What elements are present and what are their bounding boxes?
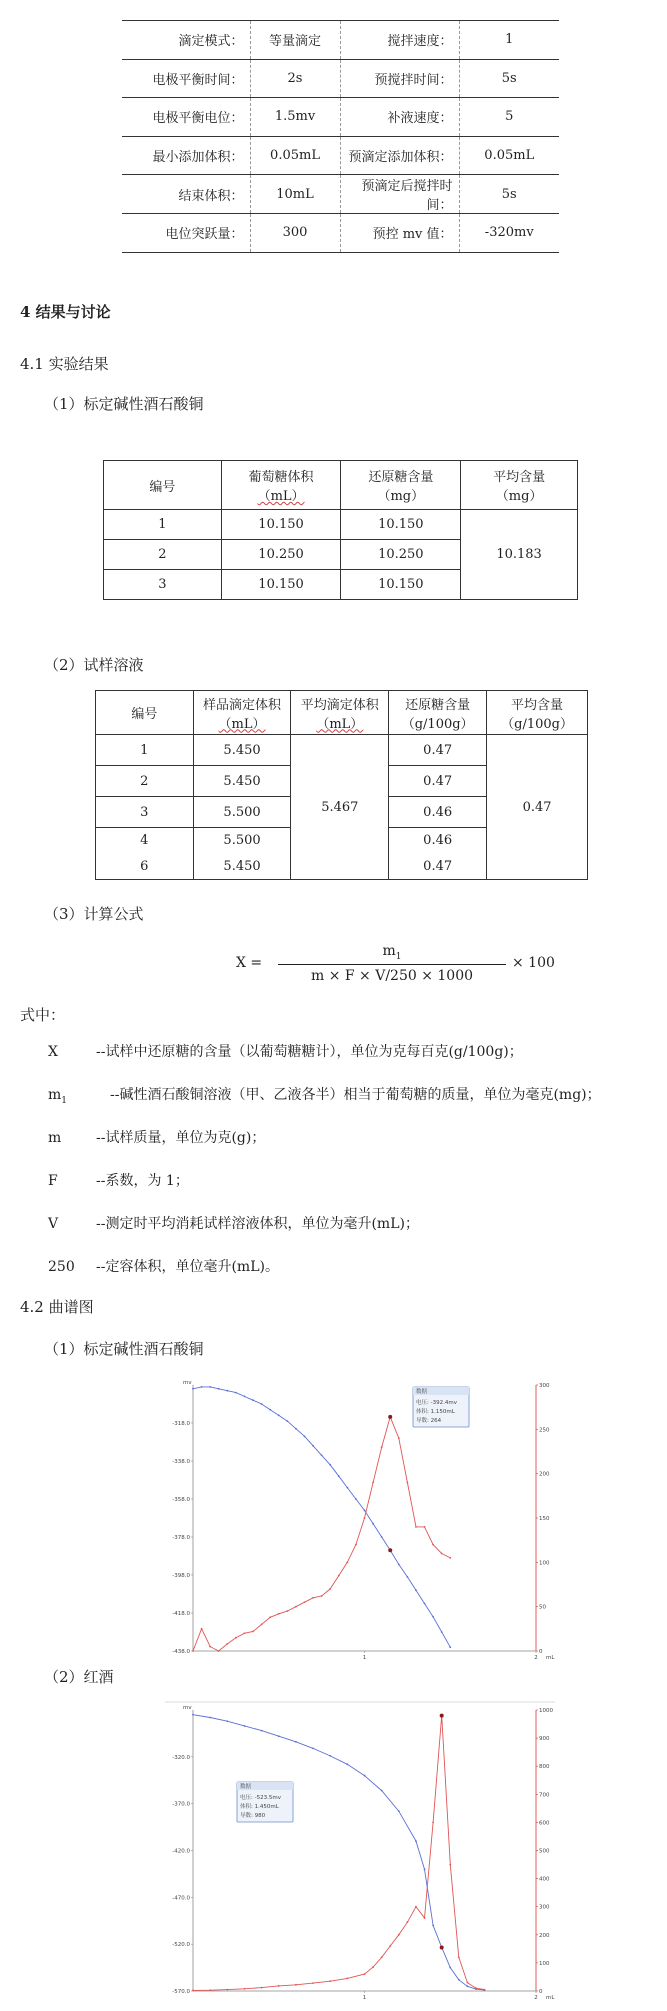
derivative-point bbox=[398, 1934, 400, 1936]
derivative-point bbox=[406, 1482, 408, 1484]
header-sample-volume: 样品滴定体积 （mL） bbox=[193, 691, 291, 735]
param-value: 2s bbox=[250, 59, 340, 98]
right-tick-label: 300 bbox=[539, 1904, 550, 1911]
param-label: 电极平衡电位： bbox=[122, 98, 250, 137]
definition-text: --碱性酒石酸铜溶液（甲、乙液各半）相当于葡萄糖的质量，单位为毫克(mg)； bbox=[110, 1087, 601, 1103]
table-cell: 4 bbox=[96, 828, 194, 854]
param-value: 10mL bbox=[250, 175, 340, 214]
table-cell: 0.47 bbox=[389, 735, 487, 766]
calibration-table bbox=[103, 460, 578, 600]
x-tick-label: 2 bbox=[534, 1655, 538, 1661]
left-tick-label: -318.0 bbox=[172, 1421, 190, 1427]
derivative-point bbox=[244, 1988, 246, 1990]
potential-point bbox=[278, 1735, 280, 1737]
right-tick-label: 100 bbox=[539, 1960, 550, 1967]
definition-row bbox=[48, 1256, 279, 1276]
potential-point bbox=[312, 1445, 314, 1447]
table-cell: 2 bbox=[104, 540, 222, 570]
derivative-point bbox=[424, 1526, 426, 1528]
tooltip-derivative: 导数: 980 bbox=[240, 1813, 266, 1819]
tooltip-voltage: 电压: -523.5mv bbox=[240, 1795, 281, 1801]
definition-symbol: 250 bbox=[48, 1259, 75, 1275]
potential-point bbox=[261, 1403, 263, 1405]
left-tick-label: -470.0 bbox=[172, 1895, 190, 1902]
potential-point bbox=[244, 1396, 246, 1398]
derivative-point bbox=[329, 1588, 331, 1590]
left-tick-label: -338.0 bbox=[172, 1459, 190, 1465]
potential-point bbox=[372, 1523, 374, 1525]
derivative-point bbox=[475, 1987, 477, 1989]
derivative-point bbox=[312, 1597, 314, 1599]
potential-point bbox=[192, 1714, 194, 1716]
where-label: 式中： bbox=[20, 1006, 66, 1024]
potential-point bbox=[424, 1868, 426, 1870]
highlight-point bbox=[440, 1945, 444, 1949]
derivative-point bbox=[338, 1575, 340, 1577]
left-axis-unit: mv bbox=[183, 1705, 192, 1711]
header-reducing-sugar: 还原糖含量 （mg） bbox=[341, 461, 461, 510]
derivative-point bbox=[398, 1437, 400, 1439]
potential-point bbox=[364, 1510, 366, 1512]
table-cell: 0.46 bbox=[389, 797, 487, 828]
right-tick-label: 800 bbox=[539, 1764, 550, 1771]
formula-denominator: m × F × V/250 × 1000 bbox=[310, 967, 474, 984]
x-tick-label: 1 bbox=[362, 1995, 367, 2001]
left-tick-label: -420.0 bbox=[172, 1848, 190, 1855]
definition-text: --定容体积，单位毫升(mL)。 bbox=[96, 1259, 279, 1275]
table-cell: 10.150 bbox=[221, 570, 341, 600]
potential-point bbox=[415, 1840, 417, 1842]
right-tick-label: 500 bbox=[539, 1848, 550, 1855]
potential-point bbox=[252, 1399, 254, 1401]
right-tick-label: 100 bbox=[539, 1560, 550, 1567]
sample-table bbox=[95, 690, 588, 880]
table-cell: 10.150 bbox=[221, 510, 341, 540]
potential-point bbox=[338, 1475, 340, 1477]
table-cell: 5.450 bbox=[193, 766, 291, 797]
derivative-point bbox=[381, 1446, 383, 1448]
derivative-point bbox=[278, 1985, 280, 1987]
param-label: 电极平衡时间： bbox=[122, 59, 250, 98]
potential-point bbox=[269, 1409, 271, 1411]
param-value: 300 bbox=[250, 214, 340, 253]
derivative-point bbox=[441, 1553, 443, 1555]
table-cell: 3 bbox=[104, 570, 222, 600]
x-axis-unit: mL bbox=[546, 1995, 555, 2001]
param-value: 5s bbox=[459, 59, 559, 98]
potential-point bbox=[355, 1498, 357, 1500]
param-label: 最小添加体积： bbox=[122, 136, 250, 175]
definition-text: --测定时平均消耗试样溶液体积，单位为毫升(mL)； bbox=[96, 1216, 419, 1232]
derivative-series-line bbox=[193, 1417, 450, 1651]
definition-symbol: F bbox=[48, 1173, 58, 1189]
right-tick-label: 300 bbox=[539, 1383, 550, 1389]
formula-tail: × 100 bbox=[512, 955, 555, 971]
definition-symbol: $m_1$ bbox=[48, 1087, 68, 1106]
left-tick-label: -570.0 bbox=[172, 1989, 190, 1995]
item-1-title: （1）标定碱性酒石酸铜 bbox=[44, 395, 204, 413]
derivative-point bbox=[449, 1864, 451, 1866]
header-average: 平均含量 （mg） bbox=[461, 461, 578, 510]
potential-point bbox=[449, 1967, 451, 1969]
derivative-point bbox=[346, 1977, 348, 1979]
table-cell: 1 bbox=[96, 735, 194, 766]
potential-point bbox=[261, 1730, 263, 1732]
param-value: 0.05mL bbox=[250, 136, 340, 175]
param-value: 0.05mL bbox=[459, 136, 559, 175]
potential-point bbox=[226, 1390, 228, 1392]
derivative-point bbox=[226, 1989, 228, 1991]
formula-fraction bbox=[278, 943, 506, 984]
params-row bbox=[122, 214, 559, 253]
table-cell: 10.150 bbox=[341, 570, 461, 600]
potential-series-line bbox=[193, 1387, 450, 1647]
titration-chart-red-wine bbox=[165, 1700, 560, 2005]
right-tick-label: 150 bbox=[539, 1516, 550, 1522]
potential-point bbox=[286, 1420, 288, 1422]
derivative-point bbox=[321, 1595, 323, 1597]
definition-text: --试样质量，单位为克(g)； bbox=[96, 1130, 266, 1146]
derivative-point bbox=[432, 1822, 434, 1824]
definition-symbol: V bbox=[48, 1216, 59, 1232]
average-cell: 10.183 bbox=[461, 510, 578, 600]
left-tick-label: -320.0 bbox=[172, 1754, 190, 1761]
potential-point bbox=[432, 1925, 434, 1927]
param-label-text: 预控 mv 值： bbox=[372, 227, 453, 243]
potential-point bbox=[441, 1631, 443, 1633]
average-volume-cell: 5.467 bbox=[291, 735, 389, 880]
potential-point bbox=[209, 1717, 211, 1719]
chart-1-title: （1）标定碱性酒石酸铜 bbox=[44, 1340, 204, 1358]
param-label: 预滴定后搅拌时间： bbox=[340, 175, 459, 214]
highlight-point bbox=[388, 1415, 392, 1419]
param-value: 5 bbox=[459, 98, 559, 137]
derivative-point bbox=[484, 1989, 486, 1991]
left-tick-label: -398.0 bbox=[172, 1573, 190, 1579]
left-axis-unit: mv bbox=[183, 1380, 192, 1386]
params-table bbox=[122, 20, 559, 253]
derivative-point bbox=[209, 1989, 211, 1991]
right-tick-label: 600 bbox=[539, 1820, 550, 1827]
param-label: 补液速度： bbox=[340, 98, 459, 137]
derivative-point bbox=[406, 1921, 408, 1923]
param-value: 1 bbox=[459, 21, 559, 60]
header-glucose-volume: 葡萄糖体积 （mL） bbox=[221, 461, 341, 510]
right-tick-label: 200 bbox=[539, 1471, 550, 1478]
table-cell: 5.450 bbox=[193, 854, 291, 880]
derivative-point bbox=[235, 1637, 237, 1639]
derivative-point bbox=[261, 1987, 263, 1989]
highlight-point bbox=[388, 1548, 392, 1552]
derivative-point bbox=[364, 1517, 366, 1519]
params-row bbox=[122, 175, 559, 214]
formula-numerator: $m_1$ bbox=[278, 943, 506, 965]
potential-point bbox=[364, 1775, 366, 1777]
left-tick-label: -418.0 bbox=[172, 1611, 190, 1617]
definition-row bbox=[48, 1041, 523, 1061]
derivative-point bbox=[269, 1616, 271, 1618]
params-row bbox=[122, 98, 559, 137]
param-value: 5s bbox=[459, 175, 559, 214]
derivative-point bbox=[467, 1982, 469, 1984]
derivative-point bbox=[244, 1632, 246, 1634]
x-tick-label: 2 bbox=[534, 1995, 538, 2001]
potential-point bbox=[346, 1763, 348, 1765]
params-row bbox=[122, 136, 559, 175]
definition-text: --系数，为 1； bbox=[96, 1173, 189, 1189]
item-3-title: （3）计算公式 bbox=[44, 905, 144, 923]
potential-point bbox=[218, 1388, 220, 1390]
potential-point bbox=[381, 1536, 383, 1538]
param-label: 预搅拌时间： bbox=[340, 59, 459, 98]
derivative-point bbox=[389, 1945, 391, 1947]
definition-row bbox=[48, 1084, 601, 1106]
table-cell: 1 bbox=[104, 510, 222, 540]
params-row bbox=[122, 21, 559, 60]
derivative-point bbox=[278, 1613, 280, 1615]
header-average-volume: 平均滴定体积 （mL） bbox=[291, 691, 389, 735]
tooltip-derivative: 导数: 264 bbox=[416, 1418, 442, 1424]
tooltip-title: 数据 bbox=[240, 1784, 252, 1790]
param-label: 预滴定添加体积： bbox=[340, 136, 459, 175]
derivative-point bbox=[449, 1557, 451, 1559]
table-cell: 5.500 bbox=[193, 797, 291, 828]
average-cell: 0.47 bbox=[487, 735, 588, 880]
param-label: 滴定模式： bbox=[122, 21, 250, 60]
potential-point bbox=[467, 1985, 469, 1987]
param-label: 搅拌速度： bbox=[340, 21, 459, 60]
definition-symbol: m bbox=[48, 1130, 62, 1146]
right-tick-label: 1000 bbox=[539, 1708, 553, 1714]
potential-point bbox=[329, 1755, 331, 1757]
derivative-point bbox=[286, 1610, 288, 1612]
potential-point bbox=[406, 1576, 408, 1578]
potential-point bbox=[424, 1603, 426, 1605]
derivative-point bbox=[372, 1966, 374, 1968]
table-cell: 0.47 bbox=[389, 854, 487, 880]
table-cell: 2 bbox=[96, 766, 194, 797]
right-tick-label: 50 bbox=[539, 1604, 546, 1611]
potential-point bbox=[312, 1748, 314, 1750]
right-tick-label: 250 bbox=[539, 1427, 550, 1434]
left-tick-label: -358.0 bbox=[172, 1497, 190, 1503]
left-tick-label: -370.0 bbox=[172, 1801, 190, 1808]
potential-point bbox=[346, 1487, 348, 1489]
formula-lhs: X = bbox=[236, 955, 263, 971]
potential-point bbox=[398, 1810, 400, 1812]
potential-point bbox=[192, 1388, 194, 1390]
param-label: 电位突跃量： bbox=[122, 214, 250, 253]
left-tick-label: -378.0 bbox=[172, 1535, 190, 1541]
derivative-point bbox=[458, 1956, 460, 1958]
potential-point bbox=[226, 1720, 228, 1722]
potential-point bbox=[201, 1386, 203, 1388]
derivative-point bbox=[424, 1917, 426, 1919]
potential-point bbox=[415, 1589, 417, 1591]
param-value: -320mv bbox=[459, 214, 559, 253]
potential-point bbox=[235, 1392, 237, 1394]
x-axis-unit: mL bbox=[546, 1655, 555, 1661]
chart-2-title: （2）红酒 bbox=[44, 1668, 114, 1686]
definition-row bbox=[48, 1170, 189, 1190]
tooltip-volume: 体积: 1.150mL bbox=[416, 1409, 455, 1415]
params-row bbox=[122, 59, 559, 98]
x-tick-label: 1 bbox=[362, 1655, 367, 1661]
definition-text: --试样中还原糖的含量（以葡萄糖糖计），单位为克每百克(g/100g)； bbox=[96, 1044, 523, 1060]
table-cell: 3 bbox=[96, 797, 194, 828]
potential-point bbox=[329, 1464, 331, 1466]
potential-point bbox=[381, 1790, 383, 1792]
potential-point bbox=[321, 1454, 323, 1456]
table-cell: 0.47 bbox=[389, 766, 487, 797]
titration-chart-calibration bbox=[165, 1375, 560, 1665]
section-4-2-title: 4.2 曲谱图 bbox=[20, 1298, 94, 1316]
param-value: 1.5mv bbox=[250, 98, 340, 137]
derivative-point bbox=[415, 1906, 417, 1908]
potential-point bbox=[295, 1741, 297, 1743]
highlight-point bbox=[440, 1714, 444, 1718]
derivative-point bbox=[364, 1973, 366, 1975]
derivative-point bbox=[372, 1482, 374, 1484]
derivative-point bbox=[252, 1631, 254, 1633]
table-cell: 6 bbox=[96, 854, 194, 880]
param-label bbox=[340, 214, 459, 253]
left-tick-label: -438.0 bbox=[172, 1649, 190, 1655]
derivative-point bbox=[261, 1624, 263, 1626]
derivative-point bbox=[201, 1628, 203, 1630]
table-cell: 10.150 bbox=[341, 510, 461, 540]
potential-point bbox=[304, 1435, 306, 1437]
potential-point bbox=[458, 1979, 460, 1981]
right-tick-label: 400 bbox=[539, 1876, 550, 1883]
tooltip-volume: 体积: 1.450mL bbox=[240, 1804, 279, 1810]
param-label: 结束体积： bbox=[122, 175, 250, 214]
table-cell: 5.450 bbox=[193, 735, 291, 766]
right-tick-label: 900 bbox=[539, 1736, 550, 1743]
header-average: 平均含量 （g/100g） bbox=[487, 691, 588, 735]
derivative-point bbox=[192, 1990, 194, 1992]
definition-symbol: X bbox=[48, 1044, 58, 1060]
table-cell: 10.250 bbox=[341, 540, 461, 570]
section-4-title: 4 结果与讨论 bbox=[20, 303, 111, 321]
derivative-point bbox=[304, 1601, 306, 1603]
definition-row bbox=[48, 1127, 265, 1147]
potential-point bbox=[398, 1563, 400, 1565]
derivative-point bbox=[295, 1984, 297, 1986]
right-tick-label: 0 bbox=[539, 1649, 543, 1655]
right-tick-label: 0 bbox=[539, 1989, 543, 1995]
potential-point bbox=[244, 1725, 246, 1727]
derivative-point bbox=[192, 1650, 194, 1652]
table-cell: 5.500 bbox=[193, 828, 291, 854]
derivative-point bbox=[312, 1982, 314, 1984]
table-cell: 0.46 bbox=[389, 828, 487, 854]
derivative-point bbox=[329, 1980, 331, 1982]
derivative-point bbox=[218, 1650, 220, 1652]
derivative-point bbox=[346, 1561, 348, 1563]
derivative-point bbox=[226, 1643, 228, 1645]
header-no: 编号 bbox=[104, 461, 222, 510]
tooltip-voltage: 电压: -392.4mv bbox=[416, 1400, 457, 1406]
derivative-point bbox=[295, 1606, 297, 1608]
potential-point bbox=[432, 1616, 434, 1618]
left-tick-label: -520.0 bbox=[172, 1942, 190, 1949]
derivative-point bbox=[415, 1526, 417, 1528]
derivative-point bbox=[381, 1956, 383, 1958]
potential-point bbox=[295, 1428, 297, 1430]
table-cell: 10.250 bbox=[221, 540, 341, 570]
section-4-1-title: 4.1 实验结果 bbox=[20, 355, 109, 373]
header-no: 编号 bbox=[96, 691, 194, 735]
potential-point bbox=[449, 1646, 451, 1648]
potential-point bbox=[209, 1386, 211, 1388]
header-reducing-sugar: 还原糖含量 （g/100g） bbox=[389, 691, 487, 735]
right-tick-label: 200 bbox=[539, 1932, 550, 1939]
tooltip-title: 数据 bbox=[416, 1389, 428, 1395]
potential-point bbox=[278, 1415, 280, 1417]
derivative-point bbox=[209, 1646, 211, 1648]
derivative-point bbox=[355, 1544, 357, 1546]
derivative-point bbox=[432, 1544, 434, 1546]
definition-row bbox=[48, 1213, 419, 1233]
right-tick-label: 700 bbox=[539, 1792, 550, 1799]
param-value: 等量滴定 bbox=[250, 21, 340, 60]
item-2-title: （2）试样溶液 bbox=[44, 656, 144, 674]
